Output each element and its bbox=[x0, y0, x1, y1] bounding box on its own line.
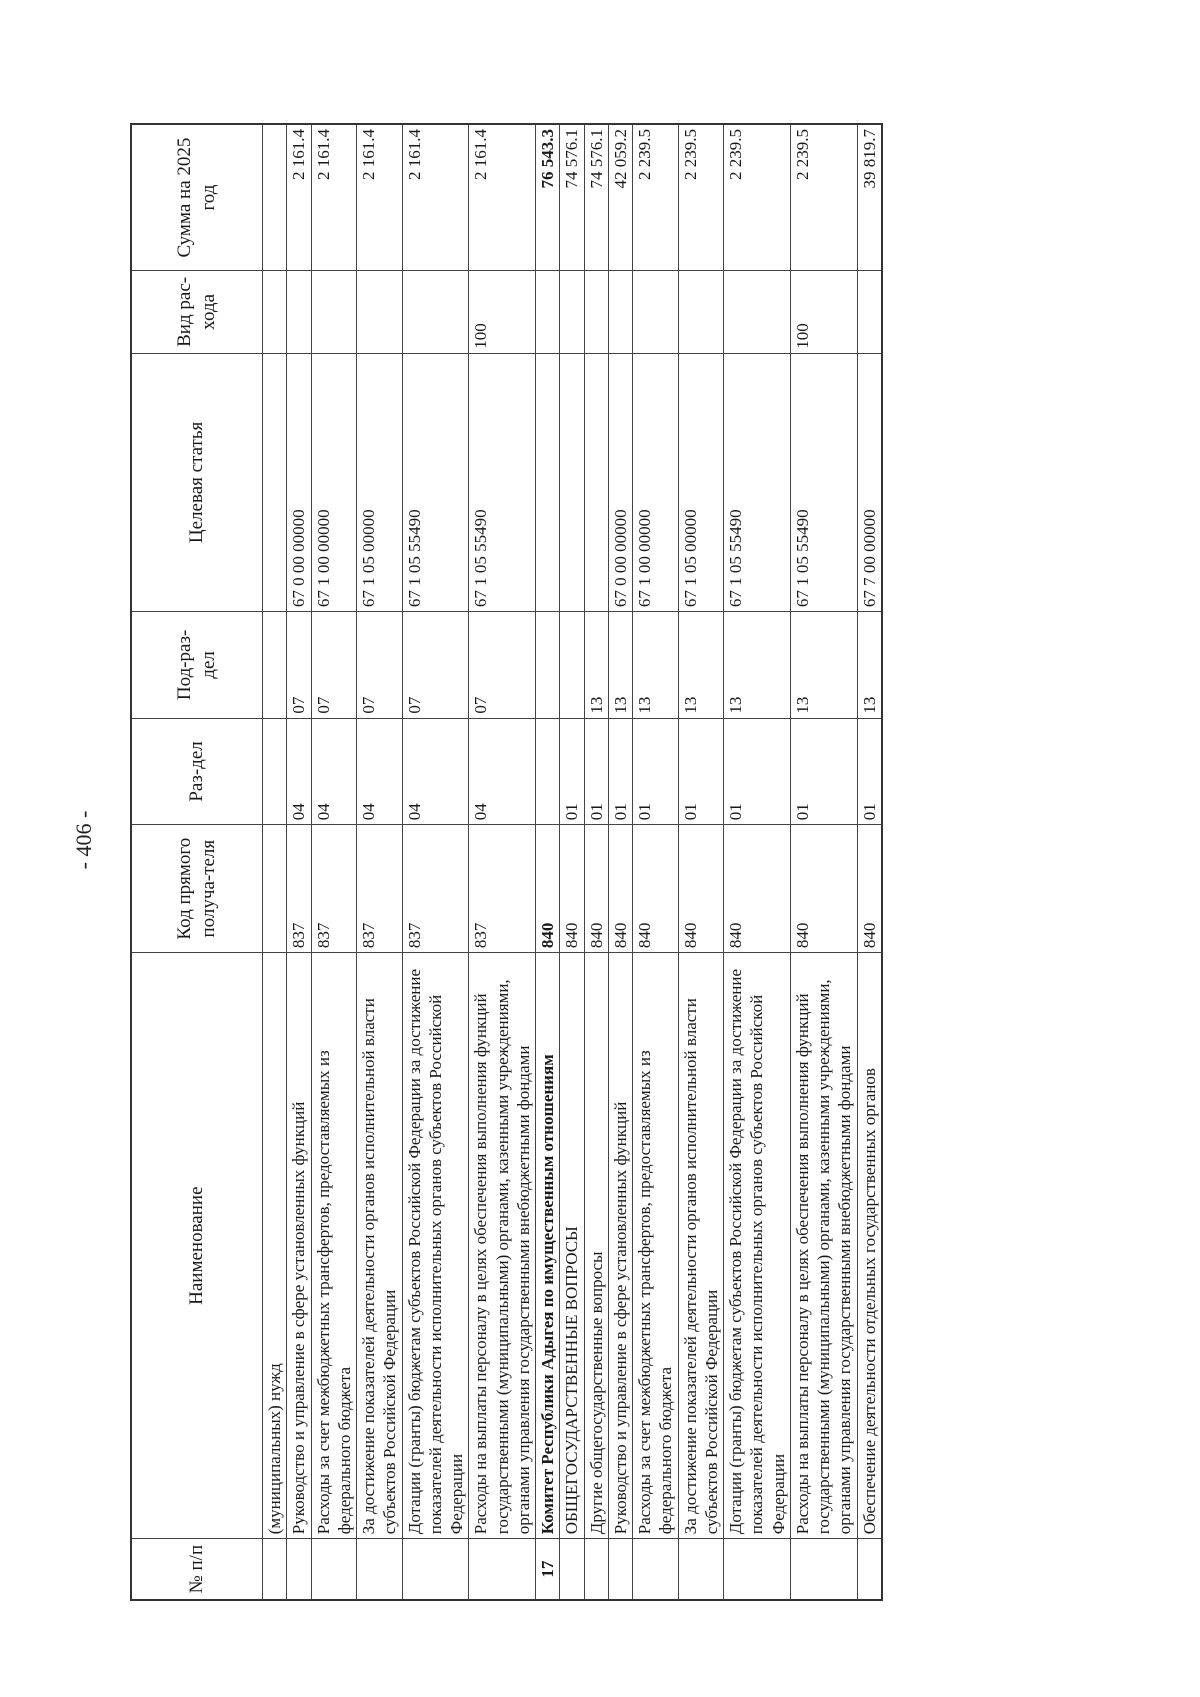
row-name-cell: Расходы на выплаты персоналу в целях обеспечения выполнения функций государственными (муниципальными) органами, казенными учреждениями, органами управления государственными внебюджетными фондами bbox=[790, 953, 857, 1539]
header-recipient-code: Код прямого получа-теля bbox=[131, 825, 263, 953]
row-subsection-cell: 13 bbox=[633, 612, 679, 719]
row-number-cell bbox=[402, 1539, 469, 1600]
row-section-cell: 01 bbox=[790, 718, 857, 825]
row-section-cell: 01 bbox=[857, 718, 882, 825]
row-subsection-cell: 07 bbox=[469, 612, 536, 719]
row-number-cell bbox=[287, 1539, 311, 1600]
row-target-article-cell: 67 1 05 55490 bbox=[724, 353, 791, 611]
row-target-article-cell: 67 1 05 00000 bbox=[357, 353, 403, 611]
header-row bbox=[131, 124, 263, 1600]
row-subsection-cell: 07 bbox=[402, 612, 469, 719]
table-row bbox=[584, 124, 608, 1600]
table-row bbox=[724, 124, 791, 1600]
row-name-cell: ОБЩЕГОСУДАРСТВЕННЫЕ ВОПРОСЫ bbox=[560, 953, 584, 1539]
row-target-article-cell bbox=[584, 353, 608, 611]
row-target-article-cell: 67 1 05 00000 bbox=[678, 353, 724, 611]
row-recipient-code-cell: 837 bbox=[287, 825, 311, 953]
header-amount: Сумма на 2025 год bbox=[131, 124, 263, 271]
row-subsection-cell: 13 bbox=[857, 612, 882, 719]
row-expense-type-cell bbox=[536, 271, 560, 354]
table-row bbox=[536, 124, 560, 1600]
row-target-article-cell bbox=[560, 353, 584, 611]
row-target-article-cell: 67 1 05 55490 bbox=[469, 353, 536, 611]
row-subsection-cell: 07 bbox=[311, 612, 357, 719]
row-number-cell bbox=[857, 1539, 882, 1600]
row-target-article-cell: 67 1 05 55490 bbox=[402, 353, 469, 611]
row-amount-cell: 2 239.5 bbox=[790, 124, 857, 271]
row-section-cell: 01 bbox=[678, 718, 724, 825]
row-name-cell: За достижение показателей деятельности органов исполнительной власти субъектов Российской Федерации bbox=[357, 953, 403, 1539]
row-recipient-code-cell: 837 bbox=[402, 825, 469, 953]
row-number-cell bbox=[790, 1539, 857, 1600]
row-target-article-cell: 67 7 00 00000 bbox=[857, 353, 882, 611]
row-number-cell bbox=[633, 1539, 679, 1600]
row-amount-cell: 2 239.5 bbox=[633, 124, 679, 271]
rotated-page bbox=[130, 123, 1110, 1601]
row-subsection-cell: 07 bbox=[287, 612, 311, 719]
row-target-article-cell bbox=[536, 353, 560, 611]
table-row bbox=[560, 124, 584, 1600]
row-subsection-cell bbox=[536, 612, 560, 719]
header-target-article: Целевая статья bbox=[131, 353, 263, 611]
row-section-cell bbox=[263, 718, 287, 825]
row-target-article-cell: 67 0 00 00000 bbox=[608, 353, 632, 611]
table-row bbox=[790, 124, 857, 1600]
row-target-article-cell: 67 1 05 55490 bbox=[790, 353, 857, 611]
row-expense-type-cell: 100 bbox=[790, 271, 857, 354]
row-recipient-code-cell: 837 bbox=[357, 825, 403, 953]
row-section-cell: 01 bbox=[608, 718, 632, 825]
row-name-cell: Руководство и управление в сфере установленных функций bbox=[608, 953, 632, 1539]
row-subsection-cell: 13 bbox=[584, 612, 608, 719]
row-recipient-code-cell: 840 bbox=[678, 825, 724, 953]
row-expense-type-cell: 100 bbox=[469, 271, 536, 354]
row-target-article-cell bbox=[263, 353, 287, 611]
row-amount-cell: 2 161.4 bbox=[402, 124, 469, 271]
row-number-cell bbox=[469, 1539, 536, 1600]
row-expense-type-cell bbox=[287, 271, 311, 354]
row-recipient-code-cell: 840 bbox=[724, 825, 791, 953]
row-amount-cell: 2 239.5 bbox=[724, 124, 791, 271]
row-number-cell bbox=[608, 1539, 632, 1600]
header-expense-type: Вид рас-хода bbox=[131, 271, 263, 354]
row-number-cell bbox=[311, 1539, 357, 1600]
header-subsection: Под-раз-дел bbox=[131, 612, 263, 719]
row-subsection-cell: 13 bbox=[724, 612, 791, 719]
row-recipient-code-cell: 840 bbox=[790, 825, 857, 953]
row-section-cell: 04 bbox=[311, 718, 357, 825]
table-row bbox=[469, 124, 536, 1600]
table-row bbox=[311, 124, 357, 1600]
row-number-cell bbox=[560, 1539, 584, 1600]
table-row bbox=[678, 124, 724, 1600]
row-name-cell: Дотации (гранты) бюджетам субъектов Российской Федерации за достижение показателей деятельности исполнительных органов субъектов Российской Федерации bbox=[402, 953, 469, 1539]
header-name: Наименование bbox=[131, 953, 263, 1539]
row-amount-cell: 2 161.4 bbox=[311, 124, 357, 271]
row-expense-type-cell bbox=[357, 271, 403, 354]
row-amount-cell: 42 059.2 bbox=[608, 124, 632, 271]
row-number-cell bbox=[724, 1539, 791, 1600]
row-expense-type-cell bbox=[724, 271, 791, 354]
row-section-cell: 04 bbox=[469, 718, 536, 825]
row-number-cell: 17 bbox=[536, 1539, 560, 1600]
row-target-article-cell: 67 1 00 00000 bbox=[311, 353, 357, 611]
row-target-article-cell: 67 0 00 00000 bbox=[287, 353, 311, 611]
row-subsection-cell: 13 bbox=[790, 612, 857, 719]
row-expense-type-cell bbox=[560, 271, 584, 354]
header-num: № п/п bbox=[131, 1539, 263, 1600]
table-row bbox=[633, 124, 679, 1600]
row-section-cell: 04 bbox=[402, 718, 469, 825]
row-expense-type-cell bbox=[633, 271, 679, 354]
row-amount-cell: 2 161.4 bbox=[469, 124, 536, 271]
row-expense-type-cell bbox=[311, 271, 357, 354]
row-amount-cell: 2 161.4 bbox=[287, 124, 311, 271]
row-number-cell bbox=[678, 1539, 724, 1600]
table-row bbox=[357, 124, 403, 1600]
row-name-cell: Дотации (гранты) бюджетам субъектов Российской Федерации за достижение показателей деятельности исполнительных органов субъектов Российской Федерации bbox=[724, 953, 791, 1539]
row-recipient-code-cell: 840 bbox=[584, 825, 608, 953]
row-amount-cell: 74 576.1 bbox=[584, 124, 608, 271]
row-name-cell: Расходы на выплаты персоналу в целях обеспечения выполнения функций государственными (муниципальными) органами, казенными учреждениями, органами управления государственными внебюджетными фондами bbox=[469, 953, 536, 1539]
row-expense-type-cell bbox=[678, 271, 724, 354]
row-recipient-code-cell: 840 bbox=[857, 825, 882, 953]
table-row bbox=[608, 124, 632, 1600]
table-row bbox=[287, 124, 311, 1600]
row-subsection-cell: 13 bbox=[608, 612, 632, 719]
row-amount-cell: 39 819.7 bbox=[857, 124, 882, 271]
row-section-cell: 01 bbox=[584, 718, 608, 825]
row-number-cell bbox=[357, 1539, 403, 1600]
row-expense-type-cell bbox=[263, 271, 287, 354]
budget-table bbox=[130, 123, 883, 1601]
row-expense-type-cell bbox=[608, 271, 632, 354]
row-expense-type-cell bbox=[584, 271, 608, 354]
row-name-cell: Другие общегосударственные вопросы bbox=[584, 953, 608, 1539]
row-expense-type-cell bbox=[857, 271, 882, 354]
row-recipient-code-cell: 840 bbox=[560, 825, 584, 953]
row-name-cell: Комитет Республики Адыгея по имущественным отношениям bbox=[536, 953, 560, 1539]
row-section-cell: 04 bbox=[287, 718, 311, 825]
row-name-cell: Руководство и управление в сфере установленных функций bbox=[287, 953, 311, 1539]
row-amount-cell: 2 239.5 bbox=[678, 124, 724, 271]
row-recipient-code-cell: 840 bbox=[608, 825, 632, 953]
row-section-cell bbox=[536, 718, 560, 825]
table-row bbox=[402, 124, 469, 1600]
row-amount-cell: 74 576.1 bbox=[560, 124, 584, 271]
row-subsection-cell bbox=[263, 612, 287, 719]
row-expense-type-cell bbox=[402, 271, 469, 354]
row-subsection-cell: 07 bbox=[357, 612, 403, 719]
row-target-article-cell: 67 1 00 00000 bbox=[633, 353, 679, 611]
row-number-cell bbox=[263, 1539, 287, 1600]
row-section-cell: 01 bbox=[633, 718, 679, 825]
table-row bbox=[263, 124, 287, 1600]
row-subsection-cell bbox=[560, 612, 584, 719]
row-recipient-code-cell: 840 bbox=[536, 825, 560, 953]
row-name-cell: (муниципальных) нужд bbox=[263, 953, 287, 1539]
row-section-cell: 01 bbox=[724, 718, 791, 825]
row-recipient-code-cell: 837 bbox=[469, 825, 536, 953]
row-amount-cell: 2 161.4 bbox=[357, 124, 403, 271]
row-recipient-code-cell: 840 bbox=[633, 825, 679, 953]
row-amount-cell bbox=[263, 124, 287, 271]
row-amount-cell: 76 543.3 bbox=[536, 124, 560, 271]
page-number: - 406 - bbox=[71, 810, 96, 870]
table-row bbox=[857, 124, 882, 1600]
row-section-cell: 01 bbox=[560, 718, 584, 825]
row-section-cell: 04 bbox=[357, 718, 403, 825]
row-number-cell bbox=[584, 1539, 608, 1600]
row-name-cell: Обеспечение деятельности отдельных государственных органов bbox=[857, 953, 882, 1539]
row-recipient-code-cell bbox=[263, 825, 287, 953]
row-name-cell: Расходы за счет межбюджетных трансфертов, предоставляемых из федерального бюджета bbox=[311, 953, 357, 1539]
header-section: Раз-дел bbox=[131, 718, 263, 825]
row-recipient-code-cell: 837 bbox=[311, 825, 357, 953]
row-subsection-cell: 13 bbox=[678, 612, 724, 719]
row-name-cell: За достижение показателей деятельности органов исполнительной власти субъектов Российской Федерации bbox=[678, 953, 724, 1539]
row-name-cell: Расходы за счет межбюджетных трансфертов, предоставляемых из федерального бюджета bbox=[633, 953, 679, 1539]
table-body bbox=[263, 124, 882, 1600]
